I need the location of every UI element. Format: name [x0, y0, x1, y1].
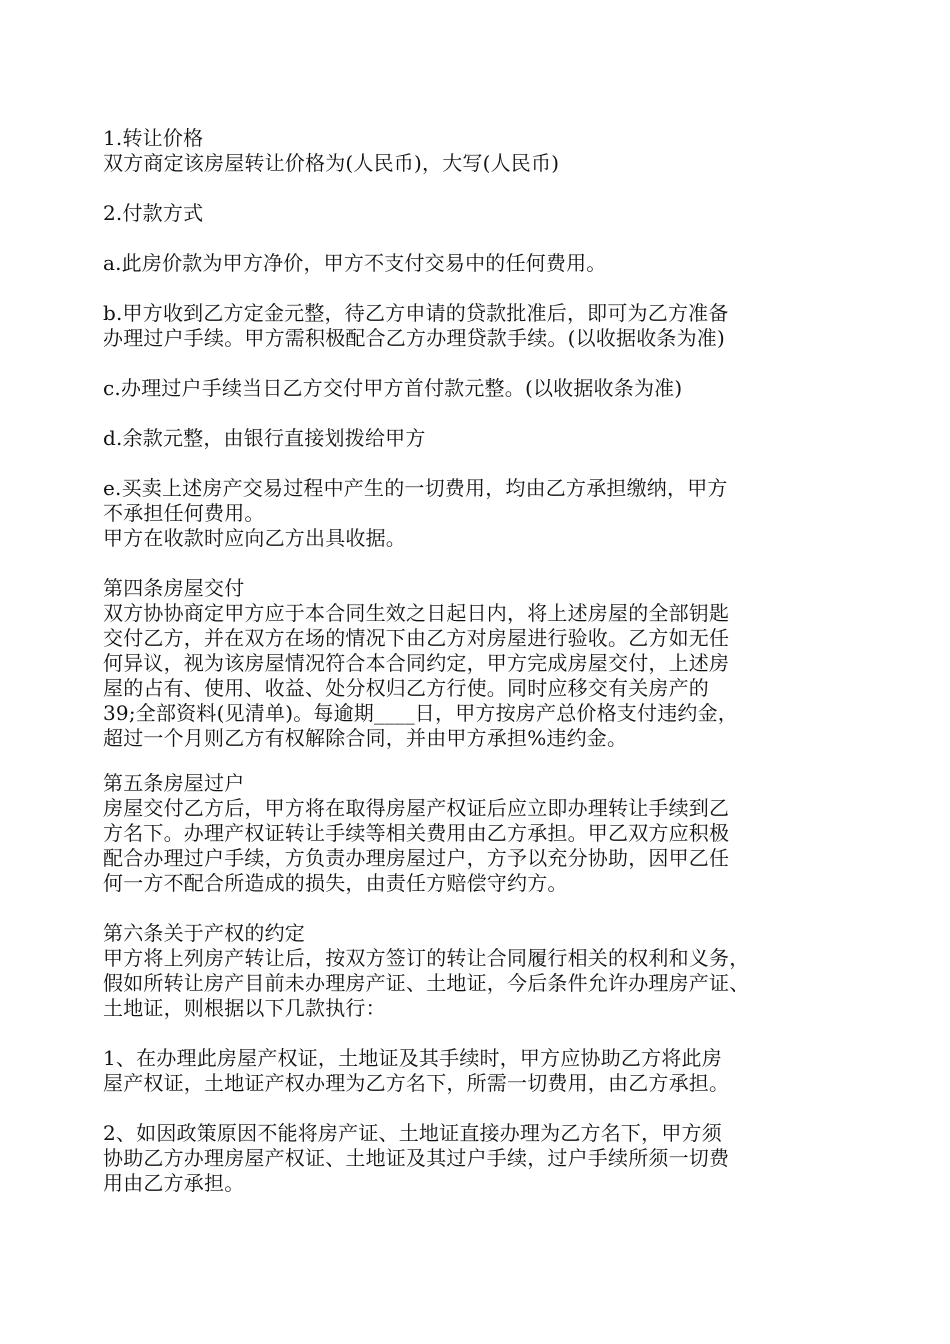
- text-line: 房屋交付乙方后，甲方将在取得房屋产权证后应立即办理转让手续到乙: [103, 796, 730, 820]
- clause-e: [103, 476, 863, 551]
- text-line: 双方商定该房屋转让价格为(人民币)，大写(人民币): [103, 151, 560, 175]
- item-1: [103, 1046, 863, 1096]
- text-line: 甲方在收款时应向乙方出具收据。: [103, 526, 406, 550]
- text-line: 何异议，视为该房屋情况符合本合同约定，甲方完成房屋交付，上述房: [103, 651, 730, 675]
- heading-article-6: 第六条关于产权的约定: [103, 921, 305, 945]
- text-line: d.余款元整，由银行直接划拨给甲方: [103, 426, 426, 450]
- text-line: 何一方不配合所造成的损失，由责任方赔偿守约方。: [103, 871, 568, 895]
- text-line: 39;全部资料(见清单)。每逾期____日，甲方按房产总价格支付违约金，: [103, 701, 738, 725]
- text-line: 屋产权证，土地证产权办理为乙方名下，所需一切费用，由乙方承担。: [103, 1071, 730, 1095]
- text-line: b.甲方收到乙方定金元整，待乙方申请的贷款批准后，即可为乙方准备: [103, 301, 729, 325]
- clause-b: [103, 301, 863, 351]
- clause-d: [103, 426, 863, 451]
- heading-payment-method: 2.付款方式: [103, 201, 204, 225]
- text-line: a.此房价款为甲方净价，甲方不支付交易中的任何费用。: [103, 251, 607, 275]
- article-4-house-delivery: [103, 576, 863, 751]
- item-2: [103, 1121, 863, 1196]
- text-line: 方名下。办理产权证转让手续等相关费用由乙方承担。甲乙双方应积极: [103, 821, 730, 845]
- article-5-house-transfer: [103, 771, 863, 896]
- text-line: 用由乙方承担。: [103, 1171, 245, 1195]
- text-line: 双方协协商定甲方应于本合同生效之日起日内，将上述房屋的全部钥匙: [103, 601, 730, 625]
- section-payment-method: [103, 201, 863, 226]
- heading-transfer-price: 1.转让价格: [103, 126, 204, 150]
- text-line: 不承担任何费用。: [103, 501, 265, 525]
- text-line: 土地证，则根据以下几款执行：: [103, 996, 386, 1020]
- text-line: 1、在办理此房屋产权证，土地证及其手续时，甲方应协助乙方将此房: [103, 1046, 722, 1070]
- text-line: 假如所转让房产目前未办理房产证、土地证，今后条件允许办理房产证、: [103, 971, 750, 995]
- text-line: 超过一个月则乙方有权解除合同，并由甲方承担%违约金。: [103, 726, 628, 750]
- text-line: c.办理过户手续当日乙方交付甲方首付款元整。(以收据收条为准): [103, 376, 683, 400]
- article-6-property-rights: [103, 921, 863, 1021]
- text-line: e.买卖上述房产交易过程中产生的一切费用，均由乙方承担缴纳，甲方: [103, 476, 728, 500]
- heading-article-4: 第四条房屋交付: [103, 576, 245, 600]
- text-line: 交付乙方，并在双方在场的情况下由乙方对房屋进行验收。乙方如无任: [103, 626, 730, 650]
- section-transfer-price: [103, 126, 863, 176]
- clause-a: [103, 251, 863, 276]
- text-line: 协助乙方办理房屋产权证、土地证及其过户手续，过户手续所须一切费: [103, 1146, 730, 1170]
- heading-article-5: 第五条房屋过户: [103, 771, 245, 795]
- text-line: 屋的占有、使用、收益、处分权归乙方行使。同时应移交有关房产的: [103, 676, 709, 700]
- text-line: 办理过户手续。甲方需积极配合乙方办理贷款手续。(以收据收条为准): [103, 326, 726, 350]
- clause-c: [103, 376, 863, 401]
- text-line: 甲方将上列房产转让后，按双方签订的转让合同履行相关的权利和义务，: [103, 946, 750, 970]
- text-line: 配合办理过户手续，方负责办理房屋过户，方予以充分协助，因甲乙任: [103, 846, 730, 870]
- text-line: 2、如因政策原因不能将房产证、土地证直接办理为乙方名下，甲方须: [103, 1121, 722, 1145]
